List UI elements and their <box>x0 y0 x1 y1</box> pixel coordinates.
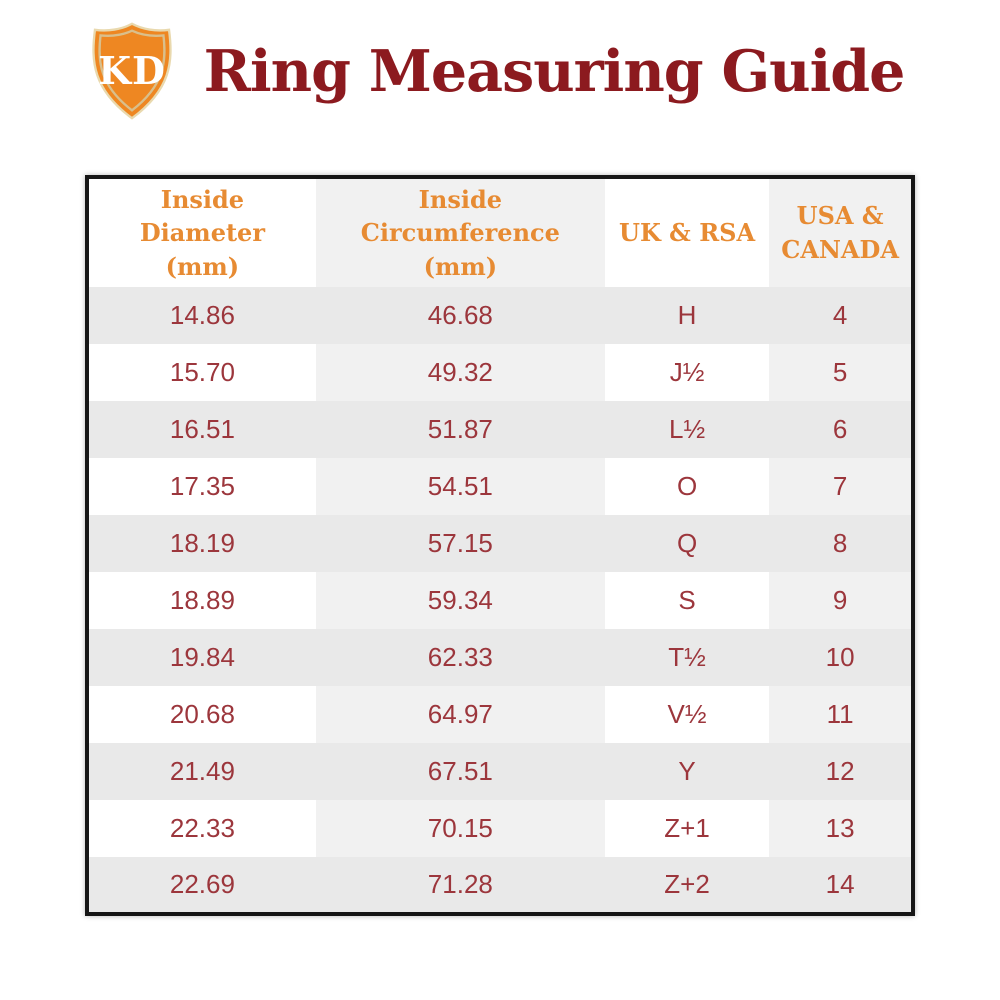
table-cell: 5 <box>769 344 913 401</box>
table-cell: 13 <box>769 800 913 857</box>
table-cell: H <box>605 287 769 344</box>
kd-shield-logo <box>85 21 179 121</box>
table-cell: 8 <box>769 515 913 572</box>
table-cell: 11 <box>769 686 913 743</box>
table-cell: 59.34 <box>316 572 605 629</box>
table-cell: 22.33 <box>87 800 316 857</box>
table-row <box>87 629 913 686</box>
table-cell: 67.51 <box>316 743 605 800</box>
table-row <box>87 743 913 800</box>
table-row <box>87 287 913 344</box>
size-table-container <box>85 175 915 916</box>
col-header-inside-circumference: Inside Circumference (mm) <box>316 177 605 287</box>
table-cell: 49.32 <box>316 344 605 401</box>
table-row <box>87 401 913 458</box>
table-cell: Z+1 <box>605 800 769 857</box>
col-header-inside-diameter: Inside Diameter (mm) <box>87 177 316 287</box>
table-cell: 71.28 <box>316 857 605 914</box>
table-cell: 54.51 <box>316 458 605 515</box>
table-row <box>87 800 913 857</box>
header <box>85 20 915 122</box>
table-cell: 57.15 <box>316 515 605 572</box>
table-cell: 70.15 <box>316 800 605 857</box>
table-cell: 16.51 <box>87 401 316 458</box>
table-cell: 14 <box>769 857 913 914</box>
table-cell: 15.70 <box>87 344 316 401</box>
table-cell: O <box>605 458 769 515</box>
table-cell: 17.35 <box>87 458 316 515</box>
table-header <box>87 177 913 287</box>
ring-size-table <box>85 175 915 916</box>
table-cell: 19.84 <box>87 629 316 686</box>
table-cell: 18.19 <box>87 515 316 572</box>
table-cell: 64.97 <box>316 686 605 743</box>
col-header-uk-rsa: UK & RSA <box>605 177 769 287</box>
table-cell: S <box>605 572 769 629</box>
table-cell: Z+2 <box>605 857 769 914</box>
table-cell: 51.87 <box>316 401 605 458</box>
table-cell: 4 <box>769 287 913 344</box>
header-row <box>87 177 913 287</box>
table-row <box>87 572 913 629</box>
table-cell: Y <box>605 743 769 800</box>
table-body <box>87 287 913 914</box>
table-cell: 21.49 <box>87 743 316 800</box>
table-row <box>87 344 913 401</box>
table-row <box>87 686 913 743</box>
table-cell: 22.69 <box>87 857 316 914</box>
table-cell: L½ <box>605 401 769 458</box>
table-cell: Q <box>605 515 769 572</box>
table-cell: T½ <box>605 629 769 686</box>
table-cell: 12 <box>769 743 913 800</box>
table-cell: 10 <box>769 629 913 686</box>
col-header-usa-canada: USA & CANADA <box>769 177 913 287</box>
table-cell: 6 <box>769 401 913 458</box>
table-cell: 62.33 <box>316 629 605 686</box>
table-cell: 20.68 <box>87 686 316 743</box>
table-cell: 46.68 <box>316 287 605 344</box>
table-row <box>87 458 913 515</box>
table-cell: 14.86 <box>87 287 316 344</box>
table-cell: 9 <box>769 572 913 629</box>
table-row <box>87 857 913 914</box>
table-cell: 18.89 <box>87 572 316 629</box>
logo-monogram: KD <box>98 47 166 93</box>
table-cell: 7 <box>769 458 913 515</box>
table-row <box>87 515 913 572</box>
page-title: Ring Measuring Guide <box>203 37 905 105</box>
table-cell: J½ <box>605 344 769 401</box>
table-cell: V½ <box>605 686 769 743</box>
